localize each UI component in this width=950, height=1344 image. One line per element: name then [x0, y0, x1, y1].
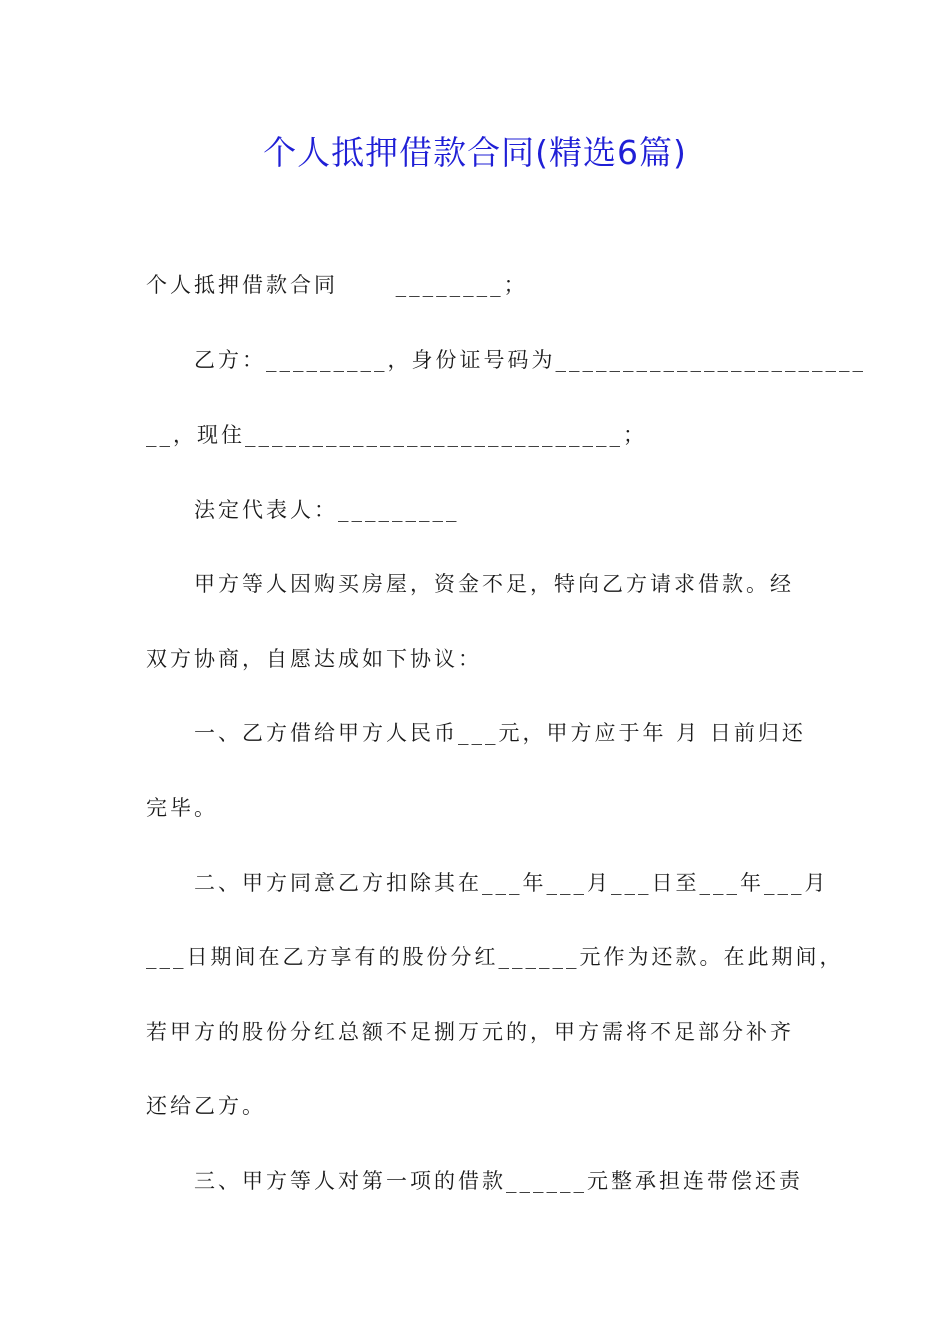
text-line: ___日期间在乙方享有的股份分红______元作为还款。在此期间， — [146, 945, 844, 969]
page-title: 个人抵押借款合同(精选6篇) — [263, 133, 687, 172]
text-line: 三、甲方等人对第一项的借款______元整承担连带偿还责 — [194, 1169, 803, 1193]
text-line: 法定代表人：_________ — [194, 498, 460, 522]
text-line: 甲方等人因购买房屋，资金不足，特向乙方请求借款。经 — [194, 572, 794, 596]
text-line: 乙方：_________，身份证号码为_______________________ — [194, 348, 866, 372]
text-line: 还给乙方。 — [146, 1094, 266, 1118]
text-line: 若甲方的股份分红总额不足捌万元的，甲方需将不足部分补齐 — [146, 1020, 794, 1044]
text-line: 完毕。 — [146, 796, 218, 820]
text-line: 个人抵押借款合同 ________； — [146, 273, 528, 297]
text-line: 一、乙方借给甲方人民币___元，甲方应于年 月 日前归还 — [194, 721, 806, 745]
text-line: 二、甲方同意乙方扣除其在___年___月___日至___年___月 — [194, 871, 829, 895]
text-line: __，现住____________________________； — [146, 423, 647, 447]
text-line: 双方协商，自愿达成如下协议： — [146, 647, 482, 671]
